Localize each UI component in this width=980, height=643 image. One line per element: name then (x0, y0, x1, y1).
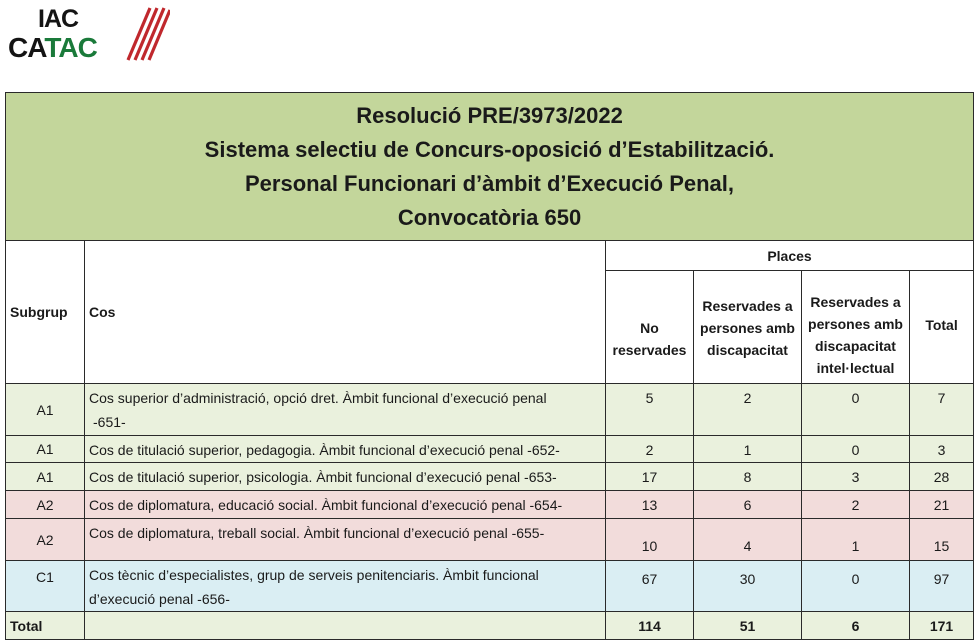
table-row (6, 519, 974, 561)
table-row (6, 384, 974, 436)
cell-cos: Cos de titulació superior, pedagogia. Àmbit funcional d’execució penal -652- (85, 436, 606, 463)
header-res-disc-line1: Reservades a (702, 298, 793, 314)
logo-text-catac (8, 33, 97, 63)
cell-subgrup: A2 (6, 519, 85, 561)
places-table (5, 92, 974, 640)
cell-subgrup: A1 (6, 463, 85, 491)
totals-empty (85, 612, 606, 640)
cell-total: 97 (910, 561, 974, 612)
header-no-reservades-line1: No (640, 320, 659, 336)
header-reservades-intellectual (802, 271, 910, 384)
title-convocatoria: Convocatòria 650 (397, 204, 582, 230)
cell-subgrup: C1 (6, 561, 85, 612)
iac-catac-logo (8, 6, 170, 64)
cell-reservades-intellectual: 0 (802, 561, 910, 612)
header-no-reservades (606, 271, 694, 384)
cell-reservades-intellectual: 0 (802, 436, 910, 463)
cell-reservades-discapacitat: 4 (694, 519, 802, 561)
table-row (6, 561, 974, 612)
cell-cos-line1: Cos tècnic d’especialistes, grup de serveis penitenciaris. Àmbit funcional (89, 567, 539, 583)
header-res-int-line2: persones amb (808, 316, 903, 332)
cell-reservades-intellectual: 0 (802, 384, 910, 436)
cell-no-reservades: 5 (606, 384, 694, 436)
title-personal: Personal Funcionari d’àmbit d’Execució Penal, (245, 170, 735, 196)
header-res-int-line1: Reservades a (810, 294, 901, 310)
totals-reservades-intellectual: 6 (802, 612, 910, 640)
header-no-reservades-line2: reservades (612, 342, 687, 358)
cell-reservades-discapacitat: 2 (694, 384, 802, 436)
totals-row (6, 612, 974, 640)
title-resolution: Resolució PRE/3973/2022 (356, 102, 623, 128)
cell-no-reservades: 10 (606, 519, 694, 561)
cell-cos-line1: Cos superior d’administració, opció dret. Àmbit funcional d’execució penal (89, 390, 547, 406)
logo-stripes-icon (120, 6, 170, 62)
cell-reservades-discapacitat: 30 (694, 561, 802, 612)
cell-total: 28 (910, 463, 974, 491)
logo-text-ca: CA (8, 32, 45, 63)
cell-reservades-intellectual: 3 (802, 463, 910, 491)
cell-subgrup: A2 (6, 491, 85, 519)
cell-cos: Cos de titulació superior, psicologia. Àmbit funcional d’execució penal -653- (85, 463, 606, 491)
header-res-int-line4: intel·lectual (816, 360, 895, 376)
header-res-disc-line3: discapacitat (707, 342, 788, 358)
header-res-int-line3: discapacitat (815, 338, 896, 354)
header-total: Total (910, 271, 974, 384)
cell-cos: Cos de diplomatura, treball social. Àmbit funcional d’execució penal -655- (85, 519, 606, 561)
logo-text-tac: TAC (44, 32, 97, 63)
header-reservades-discapacitat (694, 271, 802, 384)
cell-reservades-discapacitat: 1 (694, 436, 802, 463)
title-system: Sistema selectiu de Concurs-oposició d’Estabilització. (204, 136, 775, 162)
table-row (6, 463, 974, 491)
cell-no-reservades: 17 (606, 463, 694, 491)
cell-cos-line2: d’execució penal -656- (89, 591, 230, 607)
cell-subgrup: A1 (6, 436, 85, 463)
header-res-disc-line2: persones amb (700, 320, 795, 336)
cell-total: 15 (910, 519, 974, 561)
table-row (6, 436, 974, 463)
cell-no-reservades: 13 (606, 491, 694, 519)
header-subgrup: Subgrup (6, 241, 85, 384)
cell-total: 21 (910, 491, 974, 519)
totals-reservades-discapacitat: 51 (694, 612, 802, 640)
cell-reservades-intellectual: 2 (802, 491, 910, 519)
cell-no-reservades: 67 (606, 561, 694, 612)
title-block (6, 93, 974, 241)
totals-label: Total (6, 612, 85, 640)
totals-no-reservades: 114 (606, 612, 694, 640)
cell-cos (85, 384, 606, 436)
totals-total: 171 (910, 612, 974, 640)
cell-cos (85, 561, 606, 612)
cell-reservades-intellectual: 1 (802, 519, 910, 561)
cell-subgrup: A1 (6, 384, 85, 436)
cell-cos-line2: -651- (93, 414, 126, 430)
logo-text-iac: IAC (38, 5, 79, 33)
header-cos: Cos (85, 241, 606, 384)
cell-reservades-discapacitat: 8 (694, 463, 802, 491)
table-row (6, 491, 974, 519)
cell-no-reservades: 2 (606, 436, 694, 463)
cell-reservades-discapacitat: 6 (694, 491, 802, 519)
cell-total: 3 (910, 436, 974, 463)
cell-cos: Cos de diplomatura, educació social. Àmbit funcional d’execució penal -654- (85, 491, 606, 519)
header-places: Places (606, 241, 974, 271)
cell-total: 7 (910, 384, 974, 436)
